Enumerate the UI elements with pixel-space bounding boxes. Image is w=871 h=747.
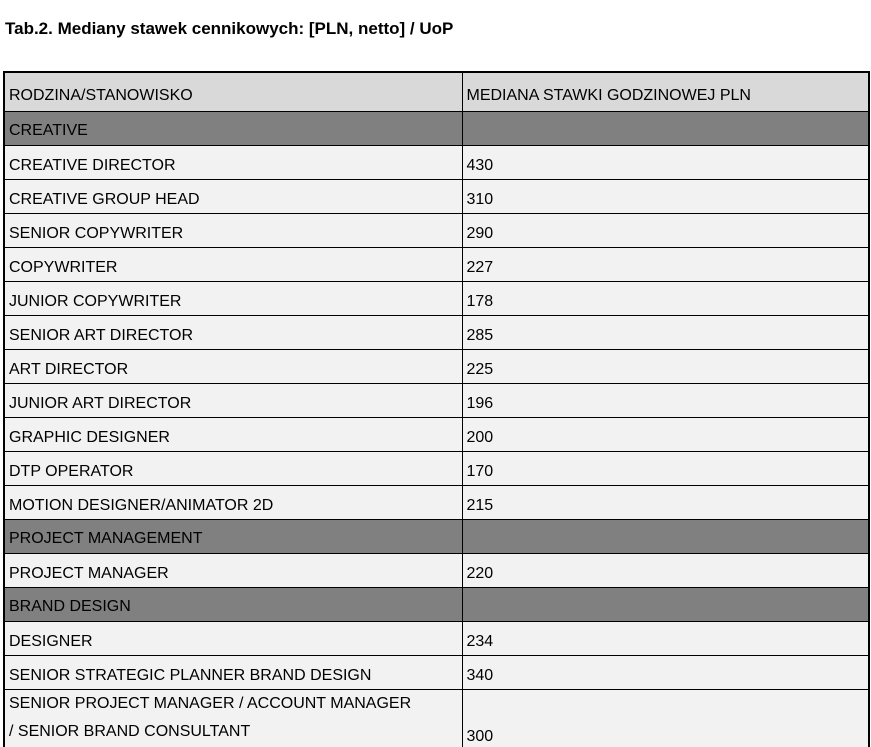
section-label-cell: BRAND DESIGN (4, 587, 462, 621)
rate-cell: 178 (462, 281, 869, 315)
table-row (4, 349, 869, 383)
table-caption: Tab.2. Mediany stawek cennikowych: [PLN, netto] / UoP (5, 19, 454, 38)
position-label: SENIOR PROJECT MANAGER / ACCOUNT MANAGER / SENIOR BRAND CONSULTANT (9, 694, 412, 740)
table-row (4, 281, 869, 315)
position-cell: GRAPHIC DESIGNER (4, 417, 462, 451)
section-empty-cell (462, 111, 869, 145)
table-row (4, 179, 869, 213)
section-empty-cell (462, 587, 869, 621)
position-cell: DESIGNER (4, 621, 462, 655)
column-header-position: RODZINA/STANOWISKO (4, 72, 462, 111)
rate-cell: 215 (462, 485, 869, 519)
table-row (4, 451, 869, 485)
position-cell: ART DIRECTOR (4, 349, 462, 383)
table-row (4, 621, 869, 655)
table-row (4, 247, 869, 281)
section-row (4, 587, 869, 621)
position-cell: SENIOR COPYWRITER (4, 213, 462, 247)
position-cell: DTP OPERATOR (4, 451, 462, 485)
table-body (4, 111, 869, 747)
position-cell (4, 689, 462, 747)
rate-cell: 225 (462, 349, 869, 383)
position-cell: MOTION DESIGNER/ANIMATOR 2D (4, 485, 462, 519)
rate-cell: 227 (462, 247, 869, 281)
section-row (4, 519, 869, 553)
position-cell: JUNIOR COPYWRITER (4, 281, 462, 315)
position-cell: CREATIVE GROUP HEAD (4, 179, 462, 213)
section-label-cell: CREATIVE (4, 111, 462, 145)
rate-cell: 196 (462, 383, 869, 417)
table-row (4, 315, 869, 349)
median-rates-table (3, 71, 870, 747)
table-row (4, 383, 869, 417)
section-label-cell: PROJECT MANAGEMENT (4, 519, 462, 553)
rate-cell: 340 (462, 655, 869, 689)
rate-cell: 430 (462, 145, 869, 179)
section-row (4, 111, 869, 145)
table-row (4, 655, 869, 689)
rate-cell: 220 (462, 553, 869, 587)
table-row (4, 485, 869, 519)
column-header-median-rate: MEDIANA STAWKI GODZINOWEJ PLN (462, 72, 869, 111)
table-row (4, 213, 869, 247)
rate-cell: 170 (462, 451, 869, 485)
position-cell: PROJECT MANAGER (4, 553, 462, 587)
rate-cell: 290 (462, 213, 869, 247)
position-cell: SENIOR ART DIRECTOR (4, 315, 462, 349)
table-row (4, 553, 869, 587)
table-row (4, 417, 869, 451)
position-cell: COPYWRITER (4, 247, 462, 281)
rate-cell: 200 (462, 417, 869, 451)
section-empty-cell (462, 519, 869, 553)
position-cell: JUNIOR ART DIRECTOR (4, 383, 462, 417)
header-row (4, 72, 869, 111)
position-cell: SENIOR STRATEGIC PLANNER BRAND DESIGN (4, 655, 462, 689)
rate-cell: 300 (462, 689, 869, 747)
table-row (4, 145, 869, 179)
position-cell: CREATIVE DIRECTOR (4, 145, 462, 179)
rate-cell: 285 (462, 315, 869, 349)
table-row (4, 689, 869, 747)
rate-cell: 310 (462, 179, 869, 213)
rate-cell: 234 (462, 621, 869, 655)
table-header (4, 72, 869, 111)
